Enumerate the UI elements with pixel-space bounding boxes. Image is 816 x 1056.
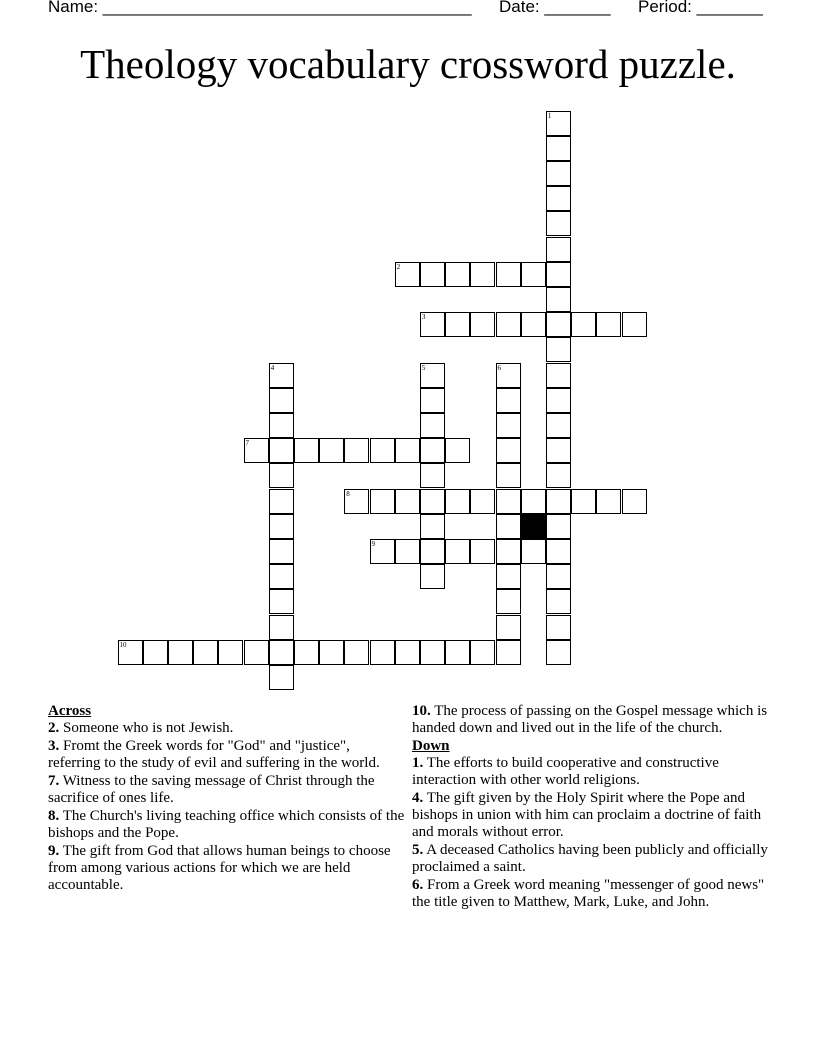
crossword-cell[interactable] [269, 539, 294, 564]
crossword-cell[interactable] [596, 312, 621, 337]
clue-down-4: 4. The gift given by the Holy Spirit where the Pope and bishops in union with him can proclaim a doctrine of faith and morals without error. [412, 790, 762, 840]
crossword-cell[interactable] [546, 640, 571, 665]
crossword-cell[interactable] [269, 489, 294, 514]
crossword-cell[interactable] [496, 514, 521, 539]
crossword-cell[interactable] [420, 363, 445, 388]
page-title: Theology vocabulary crossword puzzle. [80, 41, 736, 87]
crossword-cell[interactable] [496, 388, 521, 413]
crossword-cell[interactable] [521, 312, 546, 337]
crossword-cell[interactable] [546, 287, 571, 312]
clue-number: 5 [421, 363, 426, 372]
clue-across-3: 3. Fromt the Greek words for "God" and "justice", referring to the study of evil and suffering in the world. [48, 738, 380, 771]
crossword-cell[interactable] [370, 438, 395, 463]
crossword-cell[interactable] [445, 489, 470, 514]
crossword-cell[interactable] [496, 413, 521, 438]
crossword-cell[interactable] [546, 111, 571, 136]
crossword-cell[interactable] [496, 438, 521, 463]
crossword-cell[interactable] [319, 438, 344, 463]
crossword-cell[interactable] [269, 463, 294, 488]
crossword-cell[interactable] [445, 539, 470, 564]
period-field[interactable]: Period: _______ [638, 0, 763, 16]
crossword-cell[interactable] [521, 539, 546, 564]
crossword-cell[interactable] [521, 489, 546, 514]
crossword-cell[interactable] [344, 438, 369, 463]
crossword-cell[interactable] [395, 539, 420, 564]
crossword-cell[interactable] [395, 489, 420, 514]
crossword-cell[interactable] [344, 640, 369, 665]
crossword-cell[interactable] [496, 615, 521, 640]
crossword-cell[interactable] [269, 388, 294, 413]
crossword-cell[interactable] [420, 438, 445, 463]
crossword-cell[interactable] [445, 312, 470, 337]
crossword-cell[interactable] [470, 312, 495, 337]
crossword-cell[interactable] [269, 640, 294, 665]
crossword-cell[interactable] [496, 564, 521, 589]
crossword-cell[interactable] [546, 312, 571, 337]
clue-number: 2 [396, 262, 401, 271]
crossword-cell[interactable] [319, 640, 344, 665]
crossword-cell[interactable] [546, 539, 571, 564]
clue-down-1: 1. The efforts to build cooperative and constructive interaction with other world religions. [412, 755, 719, 788]
crossword-cell[interactable] [143, 640, 168, 665]
clue-down-5: 5. A deceased Catholics having been publicly and officially proclaimed a saint. [412, 842, 768, 875]
crossword-cell[interactable] [571, 489, 596, 514]
black-square [521, 514, 546, 539]
clue-number: 3 [421, 313, 426, 322]
crossword-cell[interactable] [546, 388, 571, 413]
clue-number: 6 [497, 363, 501, 372]
crossword-cell[interactable] [118, 640, 143, 665]
crossword-cell[interactable] [546, 136, 571, 161]
crossword-cell[interactable] [496, 640, 521, 665]
clue-across-8: 8. The Church's living teaching office which consists of the bishops and the Pope. [48, 808, 405, 841]
crossword-cell[interactable] [496, 589, 521, 614]
clue-number: 1 [547, 111, 552, 120]
crossword-cell[interactable] [546, 363, 571, 388]
crossword-cell[interactable] [420, 640, 445, 665]
clue-across-10: 10. The process of passing on the Gospel message which is handed down and lived out in the life of the church. [412, 703, 768, 736]
crossword-cell[interactable] [269, 413, 294, 438]
crossword-cell[interactable] [546, 262, 571, 287]
crossword-cell[interactable] [420, 262, 445, 287]
clue-across-7: 7. Witness to the saving message of Christ through the sacrifice of ones life. [48, 773, 375, 806]
crossword-cell[interactable] [546, 413, 571, 438]
crossword-cell[interactable] [622, 312, 647, 337]
crossword-cell[interactable] [496, 463, 521, 488]
crossword-cell[interactable] [244, 438, 269, 463]
crossword-cell[interactable] [546, 237, 571, 262]
crossword-cell[interactable] [445, 438, 470, 463]
crossword-cell[interactable] [420, 463, 445, 488]
crossword-cell[interactable] [269, 514, 294, 539]
crossword-cell[interactable] [496, 363, 521, 388]
date-field[interactable]: Date: _______ [499, 0, 611, 16]
clue-across-2: 2. Someone who is not Jewish. [48, 720, 234, 736]
crossword-cell[interactable] [546, 337, 571, 362]
clue-number: 8 [346, 489, 350, 498]
crossword-cell[interactable] [395, 262, 420, 287]
crossword-cell[interactable] [269, 589, 294, 614]
crossword-cell[interactable] [294, 438, 319, 463]
crossword-cell[interactable] [420, 564, 445, 589]
crossword-cell[interactable] [571, 312, 596, 337]
crossword-cell[interactable] [244, 640, 269, 665]
crossword-cell[interactable] [470, 262, 495, 287]
crossword-cell[interactable] [546, 489, 571, 514]
crossword-cell[interactable] [496, 539, 521, 564]
crossword-cell[interactable] [344, 489, 369, 514]
crossword-cell[interactable] [496, 489, 521, 514]
name-field[interactable]: Name: _______________________________________ [48, 0, 472, 16]
more-clues [412, 703, 768, 912]
clue-number: 4 [270, 363, 275, 372]
crossword-cell[interactable] [269, 665, 294, 690]
crossword-cell[interactable] [193, 640, 218, 665]
crossword-cell[interactable] [420, 489, 445, 514]
crossword-cell[interactable] [546, 589, 571, 614]
crossword-cell[interactable] [470, 640, 495, 665]
clue-number: 7 [245, 439, 249, 448]
crossword-cell[interactable] [546, 438, 571, 463]
across-clues [48, 703, 406, 895]
crossword-cell[interactable] [546, 463, 571, 488]
crossword-cell[interactable] [420, 514, 445, 539]
clue-down-6: 6. From a Greek word meaning "messenger of good news" the title given to Matthew, Mark, Luke, and John. [412, 877, 765, 910]
crossword-cell[interactable] [546, 211, 571, 236]
crossword-cell[interactable] [218, 640, 243, 665]
clue-number: 9 [371, 539, 375, 548]
crossword-cell[interactable] [269, 615, 294, 640]
crossword-cell[interactable] [420, 312, 445, 337]
crossword-cell[interactable] [370, 539, 395, 564]
down-heading: Down [412, 738, 450, 754]
crossword-cell[interactable] [546, 514, 571, 539]
crossword-cell[interactable] [470, 539, 495, 564]
crossword-cell[interactable] [496, 312, 521, 337]
crossword-cell[interactable] [546, 161, 571, 186]
crossword-cell[interactable] [269, 363, 294, 388]
crossword-cell[interactable] [294, 640, 319, 665]
crossword-cell[interactable] [622, 489, 647, 514]
crossword-cell[interactable] [420, 539, 445, 564]
crossword-cell[interactable] [370, 640, 395, 665]
crossword-cell[interactable] [420, 413, 445, 438]
crossword-cell[interactable] [596, 489, 621, 514]
crossword-cell[interactable] [546, 615, 571, 640]
crossword-cell[interactable] [496, 262, 521, 287]
clue-across-9: 9. The gift from God that allows human beings to choose from among various actions for which we are held accountable. [48, 843, 391, 893]
crossword-cell[interactable] [546, 564, 571, 589]
crossword-cell[interactable] [395, 438, 420, 463]
crossword-cell[interactable] [546, 186, 571, 211]
crossword-cell[interactable] [470, 489, 495, 514]
crossword-cell[interactable] [269, 438, 294, 463]
across-heading: Across [48, 703, 92, 719]
crossword-cell[interactable] [168, 640, 193, 665]
crossword-cell[interactable] [269, 564, 294, 589]
crossword-cell[interactable] [445, 640, 470, 665]
crossword-cell[interactable] [395, 640, 420, 665]
crossword-cell[interactable] [420, 388, 445, 413]
crossword-cell[interactable] [521, 262, 546, 287]
clue-number: 10 [119, 640, 127, 649]
crossword-cell[interactable] [370, 489, 395, 514]
crossword-cell[interactable] [445, 262, 470, 287]
